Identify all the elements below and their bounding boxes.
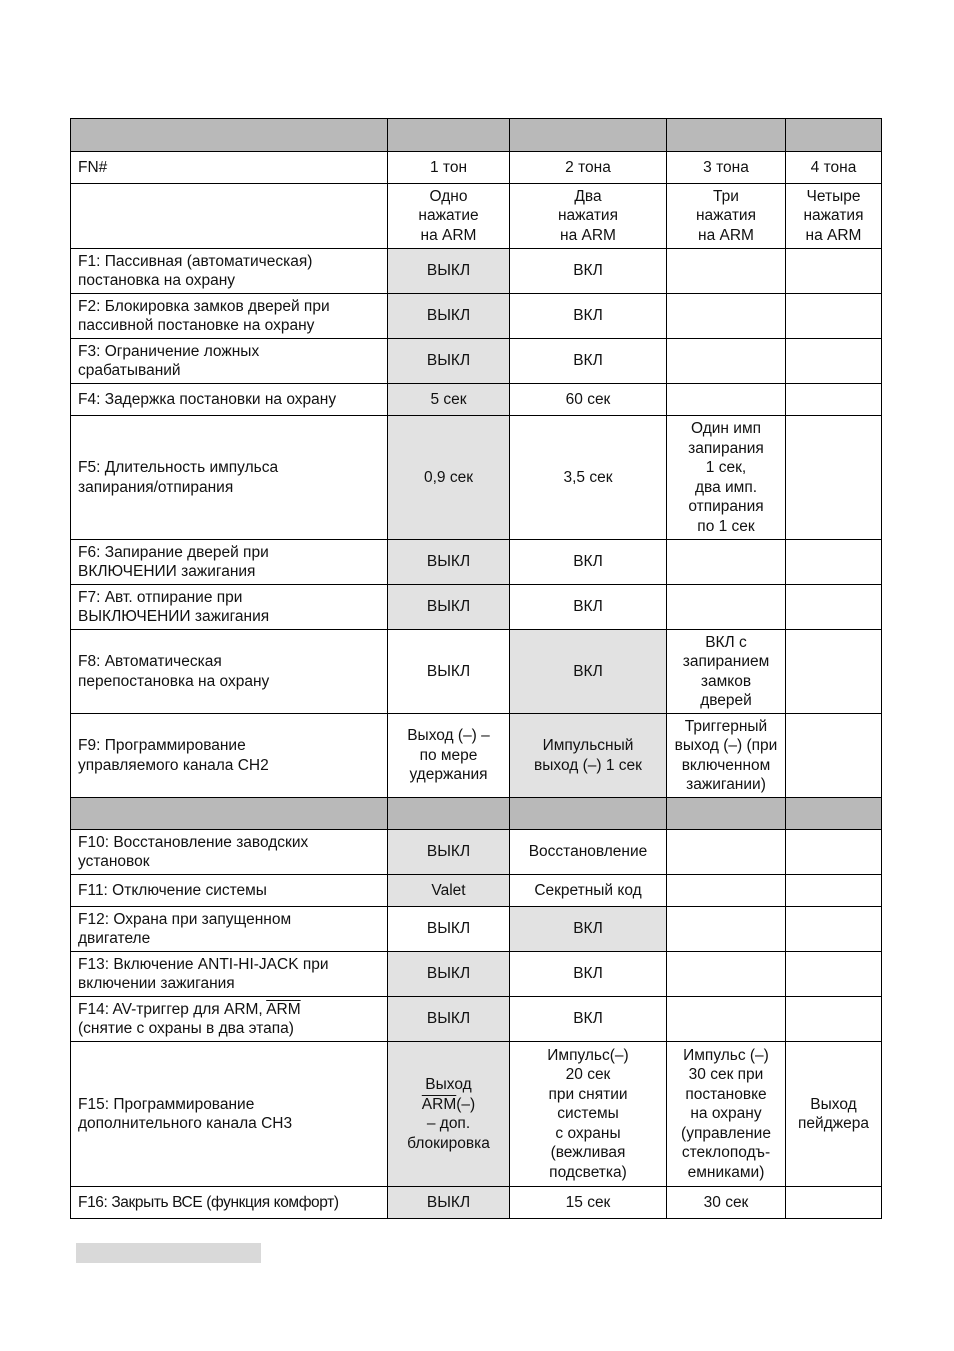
arm-overline: $\overline{ARM}$ [421,1095,457,1113]
table-row-f8 [71,630,882,714]
fn-cell: F5: Длительность импульса запирания/отпирания [71,416,388,540]
value-cell [786,294,882,339]
fn-cell: F13: Включение ANTI-HI-JACK при включении зажигания [71,952,388,997]
value-cell [667,294,786,339]
value-cell: 5 сек [388,384,510,416]
press-3: Три нажатия на ARM [667,184,786,249]
value-cell: 0,9 сек [388,416,510,540]
value-cell: Один имп запирания 1 сек, два имп. отпирания по 1 сек [667,416,786,540]
table-row-f15 [71,1042,882,1187]
value-cell [786,952,882,997]
value-cell [786,1187,882,1219]
tone-4: 4 тона [786,152,882,184]
value-cell [786,384,882,416]
fn-label: FN# [71,152,388,184]
fn-cell: F3: Ограничение ложных срабатываний [71,339,388,384]
value-cell [786,416,882,540]
header-presses-row [71,184,882,249]
value-cell [786,339,882,384]
value-cell [667,339,786,384]
tone-1: 1 тон [388,152,510,184]
value-cell [786,540,882,585]
fn-cell: F11: Отключение системы [71,875,388,907]
value-cell: ВКЛ [510,952,667,997]
value-cell: 60 сек [510,384,667,416]
value-cell [667,585,786,630]
value-cell: ВКЛ [510,997,667,1042]
value-cell: ВЫКЛ [388,1187,510,1219]
header-bar-top [71,119,882,152]
value-cell: ВЫКЛ [388,830,510,875]
table-row-f10 [71,830,882,875]
rows-group-b [71,830,882,997]
value-cell: ВКЛ с запиранием замков дверей [667,630,786,714]
value-cell [667,875,786,907]
value-cell: ВКЛ [510,249,667,294]
function-table [70,118,882,1219]
value-cell: ВЫКЛ [388,540,510,585]
value-cell: Выход $\overline{ARM}(-)$ – доп. блокировка [388,1042,510,1187]
fn-cell: F1: Пассивная (автоматическая) постановка на охрану [71,249,388,294]
value-cell [786,875,882,907]
value-cell [786,630,882,714]
fn-cell: F14: AV-триггер для ARM, $\overline{ARM}$ (снятие с охраны в два этапа) [71,997,388,1042]
value-cell: ВЫКЛ [388,249,510,294]
fn-cell: F6: Запирание дверей при ВКЛЮЧЕНИИ зажигания [71,540,388,585]
value-cell: ВЫКЛ [388,952,510,997]
value-cell: Импульс(–) 20 сек при снятии системы с охраны (вежливая подсветка) [510,1042,667,1187]
value-cell [667,249,786,294]
arm-overline: $\overline{ARM}$ [266,1000,301,1018]
fn-cell: F9: Программирование управляемого канала CH2 [71,714,388,798]
value-cell [667,907,786,952]
value-cell: ВКЛ [510,294,667,339]
press-4: Четыре нажатия на ARM [786,184,882,249]
fn-cell: F2: Блокировка замков дверей при пассивной постановке на охрану [71,294,388,339]
value-cell: ВКЛ [510,630,667,714]
value-cell: Valet [388,875,510,907]
table-row-f7 [71,585,882,630]
value-cell: ВКЛ [510,907,667,952]
value-cell: ВЫКЛ [388,630,510,714]
value-cell [786,585,882,630]
tone-2: 2 тона [510,152,667,184]
section-divider-bar [71,798,882,830]
value-cell [667,540,786,585]
table-row-f4 [71,384,882,416]
value-cell: ВЫКЛ [388,339,510,384]
fn-cell: F7: Авт. отпирание при ВЫКЛЮЧЕНИИ зажигания [71,585,388,630]
table-row-f11 [71,875,882,907]
value-cell: 30 сек [667,1187,786,1219]
value-cell: Выход (–) – по мере удержания [388,714,510,798]
rows-group-a [71,249,882,798]
press-2: Два нажатия на ARM [510,184,667,249]
value-cell: ВЫКЛ [388,294,510,339]
value-cell: Импульсный выход (–) 1 сек [510,714,667,798]
value-cell [786,907,882,952]
value-cell [786,830,882,875]
value-cell: ВЫКЛ [388,997,510,1042]
table-row-f1 [71,249,882,294]
value-cell [786,714,882,798]
value-cell: Импульс (–) 30 сек при постановке на охрану (управление стеклоподъ- емниками) [667,1042,786,1187]
value-cell: Триггерный выход (–) (при включенном зажигании) [667,714,786,798]
value-cell [667,830,786,875]
fn-cell: F12: Охрана при запущенном двигателе [71,907,388,952]
value-cell [667,997,786,1042]
value-cell: Восстановление [510,830,667,875]
value-cell: ВКЛ [510,585,667,630]
fn-cell: F8: Автоматическая перепостановка на охрану [71,630,388,714]
header-tones-row [71,152,882,184]
table-row-f3 [71,339,882,384]
value-cell [667,952,786,997]
fn-cell: F16: Закрыть ВСЕ (функция комфорт) [71,1187,388,1219]
value-cell: ВКЛ [510,339,667,384]
value-cell [667,384,786,416]
tone-3: 3 тона [667,152,786,184]
fn-cell: F15: Программирование дополнительного канала CH3 [71,1042,388,1187]
table-row-f6 [71,540,882,585]
value-cell: Секретный код [510,875,667,907]
table-row-f2 [71,294,882,339]
footer-bar [76,1243,261,1263]
value-cell: ВКЛ [510,540,667,585]
table-row-f12 [71,907,882,952]
value-cell [786,249,882,294]
value-cell [786,997,882,1042]
value-cell: 15 сек [510,1187,667,1219]
value-cell: Выход пейджера [786,1042,882,1187]
fn-cell: F4: Задержка постановки на охрану [71,384,388,416]
table-row-f9 [71,714,882,798]
press-1: Одно нажатие на ARM [388,184,510,249]
fn-cell: F10: Восстановление заводских установок [71,830,388,875]
value-cell: 3,5 сек [510,416,667,540]
table-row-f5 [71,416,882,540]
table-row-f14 [71,997,882,1042]
table-row-f16 [71,1187,882,1219]
value-cell: ВЫКЛ [388,585,510,630]
value-cell: ВЫКЛ [388,907,510,952]
table-row-f13 [71,952,882,997]
